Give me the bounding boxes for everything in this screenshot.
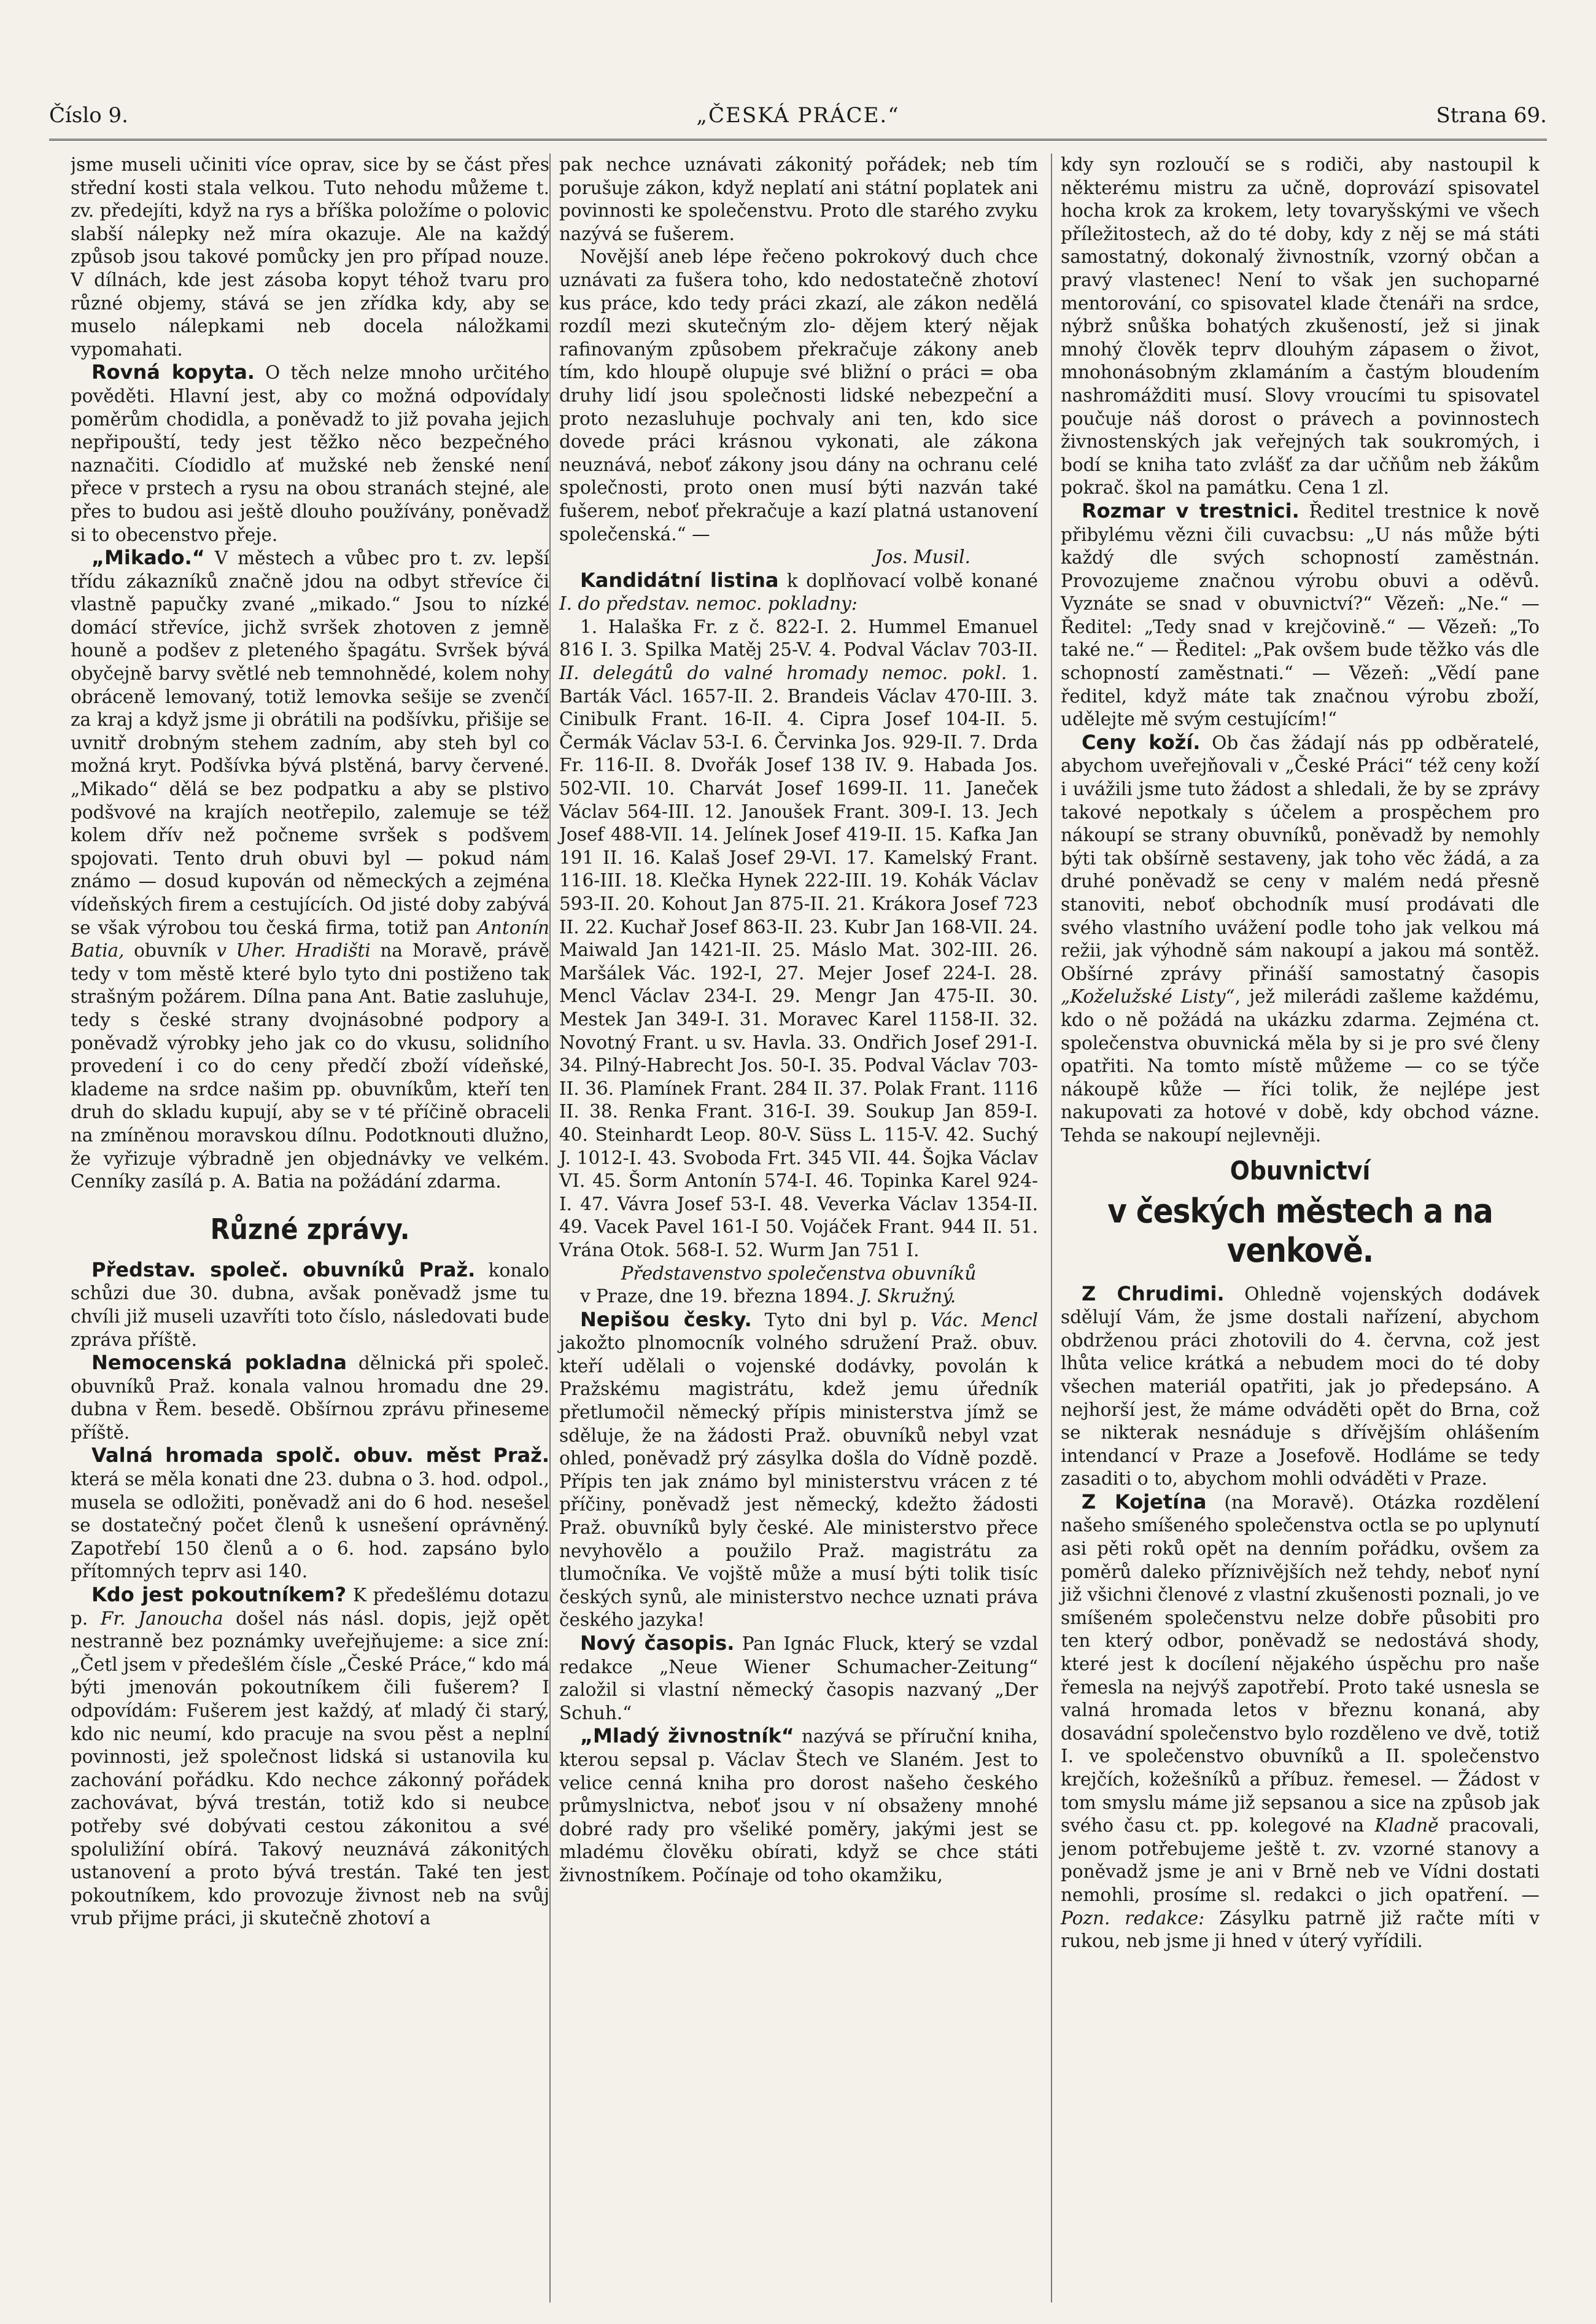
- news-item: [1061, 500, 1540, 731]
- article-heading: Kandidátní listina: [580, 568, 779, 592]
- signature-block: [559, 1262, 1038, 1286]
- news-text: (na Moravě).: [1206, 1491, 1355, 1513]
- news-heading: Valná hromada spolč. obuv. měst Praž.: [91, 1444, 549, 1467]
- section-subheading: v českých městech a na venkově.: [1107, 1191, 1493, 1270]
- periodical-name: „Koželužské Listy“: [1061, 986, 1235, 1008]
- news-heading: Kdo jest pokoutníkem?: [91, 1583, 347, 1607]
- news-item: [71, 1351, 549, 1444]
- news-item: [71, 1259, 549, 1351]
- news-text: nazývá se příruční kniha, kterou sepsal p. Václav Štech ve Slaném. Jest to velice cenná kniha pro dorost našeho českého průmyslnictva, neboť jsou v ní obsaženy mnohé dobré rady pro všeliké poměry, jakými jest se mladému člověku obírati, když se chce státi živnostníkem. Počínaje od toho okamžiku,: [559, 1726, 1038, 1886]
- news-item: [1061, 1491, 1540, 1953]
- editor-note: Pozn. redakce:: [1061, 1907, 1205, 1929]
- article-text: V městech a vůbec pro t. zv. lepší třídu zákazníků značně jdou na odbyt střevíce či vlastně papučky zvané „mikado.“ Jsou to nízké domácí střevíce, jichž svršek zhotoven z jemně houně a podšev z pleteného špagátu. Svršek bývá obyčejně barvy světlé neb temnohnědé, kolem nohy obráceně lemovaný, totiž lemovka sešije se zvenčí za kraj a když jsme ji obrátili na podšívku, přišije se uvnitř drobným stehem zadním, aby steh byl co možná kryt. Podšívka bývá plstěná, barvy červené. „Mikado“ dělá se bez podpatku a aby se plstivo podšvové na krajích neotřepilo, zalemuje se též kolem dřív než počneme svršek s podšvem spojovati. Tento druh obuvi byl — pokud nám známo — dosud kupován od německých a zejména vídeňských firem a cestujících. Od jisté doby zabývá se však výrobou tou česká firma, totiž pan: [71, 548, 549, 938]
- news-text: která se měla konati dne 23. dubna o 3. hod. odpol., musela se odložiti, poněvadž ani do 6 hod. nesešel se dostatečný počet členů k usnešení oprávněný. Zapotřebí 150 členů a o 6. hod. zapsáno bylo přítomných teprv asi 140.: [71, 1469, 549, 1582]
- news-text: , jež milerádi zašleme každému, kdo o ně požádá na ukázku zdarma. Zejména ct. společenstva obuvnická měla by si je pro své členy opatřiti. Na tomto místě můžeme — co se týče nákoupě kůže — říci tolik, že nejlépe jest nakupovati za hotové v době, kdy obchod vázne. Tehda se nakoupí nejlevněji.: [1061, 986, 1540, 1146]
- news-text: Zásylku patrně již račte míti v rukou, neb jsme ji hned v úterý vyřídili.: [1061, 1907, 1540, 1952]
- news-text: konalo schůzi due 30. dubna, avšak poněvadž jsme tu chvíli již museli uzavříti toto číslo, následovati bude zpráva příště.: [71, 1259, 549, 1350]
- news-item: [1061, 1283, 1540, 1491]
- page-number: Strana 69.: [1436, 103, 1547, 128]
- signature: J. Skružný.: [860, 1286, 956, 1307]
- section-heading-ruzne-zpravy: Různé zprávy.: [210, 1212, 410, 1246]
- person-name: Antonín Batia,: [71, 917, 549, 962]
- list-text: 1. Barták Václ. 1657-II. 2. Brandeis Václav 470-III. 3. Cinibulk Frant. 16-II. 4. Cipra Josef 104-II. 5. Čermák Václav 53-I. 6. Červinka Jos. 929-II. 7. Drda Fr. 116-II. 8. Dvořák Josef 138 IV. 9. Habada Jos. 502-VII. 10. Charvát Josef 1699-II. 11. Janeček Václav 564-III. 12. Janoušek Frant. 309-I. 13. Jech Josef 488-VII. 14. Jelínek Josef 419-II. 15. Kafka Jan 191 II. 16. Kalaš Josef 29-VI. 17. Kamelský Frant. 116-III. 18. Klečka Hynek 222-III. 19. Kohák Václav 593-II. 20. Kohout Jan 875-II. 21. Krákora Josef 723 II. 22. Kuchař Josef 863-II. 23. Kubr Jan 168-VII. 24. Maiwald Jan 1421-II. 25. Máslo Mat. 302-III. 26. Maršálek Vác. 192-I, 27. Mejer Josef 224-I. 28. Mencl Václav 234-I. 29. Mengr Jan 475-II. 30. Mestek Jan 349-I. 31. Moravec Karel 1158-II. 32. Novotný Frant. u sv. Havla. 33. Ondřich Josef 291-I. 34. Pilný-Habrecht Jos. 50-I. 35. Podval Václav 703-II. 36. Plamínek Frant. 284 II. 37. Polak Frant. 1116 II. 38. Renka Frant. 316-I. 39. Soukup Jan 859-I. 40. Steinhardt Leop. 80-V. Süss L. 115-V. 42. Suchý J. 1012-I. 43. Svoboda Frt. 345 VII. 44. Šojka Václav VI. 45. Šorm Antonín 574-I. 46. Topinka Karel 924-I. 47. Vávra Josef 53-I. 48. Veverka Václav 1354-II. 49. Vacek Pavel 161-I 50. Vojáček Frant. 944 II. 51. Vrána Otok. 568-I. 52. Wurm Jan 751 I.: [559, 663, 1038, 1261]
- place-name: Kladně: [1374, 1815, 1439, 1836]
- news-item: [559, 1308, 1038, 1632]
- issue-number: Číslo 9.: [49, 103, 128, 128]
- news-text: jakožto plnomocník volného sdružení Praž. obuv. kteří udělali o vojenské dodávky, povolán k Pražskému magistrátu, kdež jemu úředník přetlumočil německý přípis ministerstva jímž se sděluje, že na žádosti Praž. obuvníků nebyl vzat ohled, poněvadž prý zásylka došla do Vídně pozdě. Přípis ten jak známo byl ministerstvu vrácen z té příčiny, poněvadž jest německý, kdežto žádosti Praž. obuvníků byly české. Ale ministerstvo přece nevyhovělo a použilo Praž. magistrátu za tlumočníka. Ve vojště může a musí býti tolik tisíc českých synů, ale ministerstvo nechce uznati práva českého jazyka!: [559, 1332, 1038, 1631]
- col2-paragraph: Novější aneb lépe řečeno pokrokový duch chce uznávati za fušera toho, kdo nedostatečně zhotoví kus práce, kdo tedy práci zkazí, ale zákon nedělá rozdíl mezi skutečným zlo- dějem který nějak rafinovaným způsobem překračuje zákony aneb tím, kdo hloupě olupuje své bližní o práci = oba druhy lidí jsou společnosti lidské nebezpeční a proto nezasluhuje pochvaly ani ten, kdo sice dovede práci krásnou vykonati, ale zákona neuznává, neboť zákony jsou dány na ochranu celé společnosti, proto onen musí býti nazván také fušerem, neboť překračuje a kazí platná ustanovení společenská.“ —: [559, 246, 1038, 545]
- col3-paragraph: kdy syn rozloučí se s rodiči, aby nastoupil k některému mistru za učně, doprovází spisovatel hocha krok za krokem, lety tovaryšskými ve všech příležitostech, až do té doby, kdy z něj se má státi samostatný, dokonalý živnostník, vzorný občan a pravý vlastenec! Není to však jen suchoparné mentorování, co spisovatel klade čtenáři na srdce, nýbrž snůška bohatých zkušeností, jež si jinak mnohý člověk teprv dlouhým zápasem o život, mnohonásobným zklamáním a častým bloudením nashromážditi musí. Slovy vroucími tu spisovatel poučuje náš dorost o právech a povinnostech živnostenských jak veřejných tak soukromých, i bodí se kniha tato zvlášť za dar učňům neb žákům pokrač. škol na památku. Cena 1 zl.: [1061, 154, 1540, 499]
- article-text: O těch nelze mnoho určitého pověděti. Hlavní jest, aby co možná odpovídaly poměrům chodidla, a poněvadž to již povaha jejich nepřipouští, tedy jest těžko něco bezpečného naznačiti. Cíodidlo ať mužské neb ženské není přece v prstech a rysu na obou stranách stejné, ale přes to budou asi ještě dlouho používány, poněvadž si to obecenstvo přeje.: [71, 362, 549, 545]
- news-heading: Nepišou česky.: [580, 1307, 752, 1331]
- person-name: Vác. Mencl: [930, 1309, 1038, 1331]
- list-text: 1. Halaška Fr. z č. 822-I. 2. Hummel Emanuel 816 I. 3. Spilka Matěj 25-V. 4. Podval Václav 703-II.: [559, 616, 1038, 661]
- news-item: [559, 1725, 1038, 1887]
- page-header: [49, 92, 1547, 135]
- news-text: Otázka rozdělení našeho smíšeného společenstva octla se po uplynutí asi pěti roků opět na denním pořádku, ovšem za poměrů daleko příznivějších než tehdy, neboť nyní již všichni členové z vlastní zkušenosti poznali, jo ve smíšeném společenstvu nelze dobře působiti pro ten který odbor, poněvadž se nedostává shody, které jest k docílení nějakého úspěchu pro naše řemesla na nejvýš zapotřebí. Proto také usnesla se valná hromada letos v březnu konaná, aby dosavádní společenstvo bylo rozděleno ve dvě, totiž I. ve společenstvo obuvníků a II. společenstvo krejčích, kožešníků a příbuz. řemesel. — Žádost v tom smyslu máme již sepsanou a sice na způsob jak svého času ct. pp. kolegové na: [1061, 1491, 1540, 1836]
- news-heading: Z Kojetína: [1082, 1490, 1207, 1514]
- news-text: došel nás násl. dopis, jejž opět nestranně bez poznámky uveřejňujeme: a sice zní: „Četl jsem v předešlém čísle „České Práce,“ kdo má býti jmenován pokoutníkem čili fušerem? I odpovídám: Fušerem jest každý, ať mladý či starý, kdo nic neumí, kdo pracuje na svou pěst a neplní povinnosti, jež společnost lidská si ustanovila ku zachování pořádku. Kdo nechce zákonný pořádek zachovávat, bývá trestán, totiž kdo si neubce potřeby své dobývati cestou zákonitou a své spoluližíní obírá. Takový neuznává zákonitých ustanovení a proto bývá trestán. Také ten jest pokoutníkem, kdo provozuje živnost neb na svůj vrub přijme práci, ji skutečně zhotoví a: [71, 1607, 549, 1929]
- news-heading: Nemocenská pokladna: [91, 1351, 347, 1375]
- place-name: v Uher. Hradišti: [216, 940, 371, 962]
- header-rule: [49, 139, 1547, 141]
- column-1: [71, 154, 549, 2303]
- news-text: Ob čas žádají nás pp odběratelé, abychom uveřejňovali v „České Práci“ též ceny koží i uvážili jsme tuto žádost a shledali, že by se zprávy takové nepotkaly s účelem a prospěchem pro nákoupí se strany obuvníků, poněvadž by nemohly býti tak obšírně sestaveny, jak toho věc žádá, a za druhé poněvadž se ceny v malém nedá přesně stanoviti, neboť obchodník musí prodávati dle svého vlastního uvážení podle toho jak velkou má režii, jak výhodně sám nakoupí a jakou má sontěž. Obšírné zprávy přináší samostatný časopis: [1061, 732, 1540, 984]
- candidate-list-entries: [559, 616, 1038, 1262]
- article-text: k doplňovací volbě konané: [778, 570, 1038, 591]
- person-name: Fr. Janoucha: [100, 1607, 223, 1629]
- col1-paragraph: jsme museli učiniti více oprav, sice by se část přes střední kosti stala velkou. Tuto nehodu můžeme t. zv. předejíti, když na rys a bříška položíme o polovic slabší nálepky než míra okazuje. Ale na každý způsob jsou takové pomůcky jen pro případ nouze. V dílnách, kde jest zásoba kopyt téhož tvaru pro různé objemy, stává se jen zřídka kdy, aby se muselo nálepkami neb docela náložkami vypomahati.: [71, 154, 549, 360]
- news-heading: Rozmar v trestnici.: [1082, 499, 1300, 523]
- news-heading: Nový časopis.: [580, 1631, 735, 1655]
- news-item: [71, 1444, 549, 1584]
- news-heading: Z Chrudimi.: [1082, 1281, 1225, 1305]
- col1-article-rovna-kopyta: [71, 361, 549, 546]
- news-text: Pan Ignác Fluck, který se vzdal redakce „Neue Wiener Schumacher-Zeitung“ založil si vlastní německý časopis nazvaný „Der Schuh.“: [559, 1633, 1038, 1724]
- news-item: [1061, 731, 1540, 1148]
- list-subheading: II. delegátů do valné hromady nemoc. pokl.: [559, 663, 1007, 684]
- article-text: obuvník: [124, 940, 217, 962]
- news-text: pracovali, jenom potřebujeme ještě t. zv. vzorné stanovy a poněvadž jsme je ani v Brně neb ve Vídni dostati nemohli, prosíme sl. redakci o jich opatření. —: [1061, 1815, 1540, 1905]
- article-text: na Moravě, právě tedy v tom městě které bylo tyto dni postiženo tak strašným požárem. Dílna pana Ant. Batie zasluhuje, tedy s české strany dvojnásobné podpory a poněvadž výrobky jeho jak co do vkusu, solidního provedení i co do ceny předčí zboží vídeňské, klademe na srdce našim pp. obuvníkům, kteří ten druh do skladu kupují, aby se v té příčině obraceli na zmíněnou moravskou dílnu. Podotknouti dlužno, že vyřizuje výbradně jen objednávky ve velkém. Cenníky zasílá p. A. Batia na požádání zdarma.: [71, 940, 549, 1192]
- signature: Představenstvo společenstva obuvníků: [621, 1262, 977, 1284]
- column-3: [1051, 154, 1540, 2303]
- news-heading: Ceny koží.: [1082, 730, 1201, 754]
- article-heading: „Mikado.“: [91, 546, 205, 570]
- news-item: [559, 1632, 1038, 1725]
- article-text-italic: I. do představ. nemoc. pokladny:: [559, 593, 858, 615]
- news-text: Tyto dni byl p.: [751, 1309, 931, 1331]
- news-item: [71, 1584, 549, 1930]
- column-2: [549, 154, 1038, 2303]
- news-text: K předešlému dotazu p.: [71, 1585, 549, 1629]
- newspaper-title: „ČESKÁ PRÁCE.“: [696, 103, 900, 128]
- section-heading-obuvnictvi: Obuvnictví: [1230, 1155, 1371, 1186]
- news-heading: Představ. společ. obuvníků Praž.: [91, 1257, 476, 1281]
- col1-article-mikado: [71, 546, 549, 1194]
- news-text: Ředitel trestnice k nově přibylému vězni čili cuvacbsu: „U nás může býti každý dle svých schopností zaměstnán. Provozujeme značnou výrobu obuvi a oděvů. Vyznáte se snad v obuvnictví?“ Vězeň: „Ne.“ — Ředitel: „Tedy snad v krejčovině.“ — Vězeň: „To také ne.“ — Ředitel: „Pak ovšem bude těžko vás dle schopností zaměstnati.“ — Vězeň: „Vědí pane ředitel, když máte tak značnou výrobu zboží, udělejte mě svým cestujícím!“: [1061, 500, 1540, 730]
- col2-paragraph: pak nechce uznávati zákonitý pořádek; neb tím porušuje zákon, když neplatí ani státní poplatek ani povinnosti ke společenstvu. Proto dle starého zvyku nazývá se fušerem.: [559, 154, 1038, 244]
- signature-date: [559, 1285, 1038, 1308]
- signature: Jos. Musil.: [874, 546, 970, 568]
- news-text: dělnická při společ. obuvníků Praž. konala valnou hromadu dne 29. dubna v Řem. besedě. Obšírnou zprávu přineseme příště.: [71, 1353, 549, 1443]
- candidate-list: [559, 569, 1038, 616]
- date-text: v Praze, dne 19. března 1894.: [580, 1286, 861, 1307]
- news-text: Ohledně vojenských dodávek sdělují Vám, že jsme dostali nařízení, abychom obdrženou práci zhotovili do 4. června, což jest lhůta velice krátká a nebudem moci do té doby všechen materiál opatřiti, jak jo předepsáno. A nejhorší jest, že máme odváděti opět do Brna, což se nikterak nesnáduje s dřívějším ohlášením intendancí v Praze a Josefově. Hodláme se tedy zasaditi o to, abychom mohli odváděti v Praze.: [1061, 1283, 1540, 1490]
- news-heading: „Mladý živnostník“: [580, 1724, 794, 1748]
- article-heading: Rovná kopyta.: [91, 360, 255, 384]
